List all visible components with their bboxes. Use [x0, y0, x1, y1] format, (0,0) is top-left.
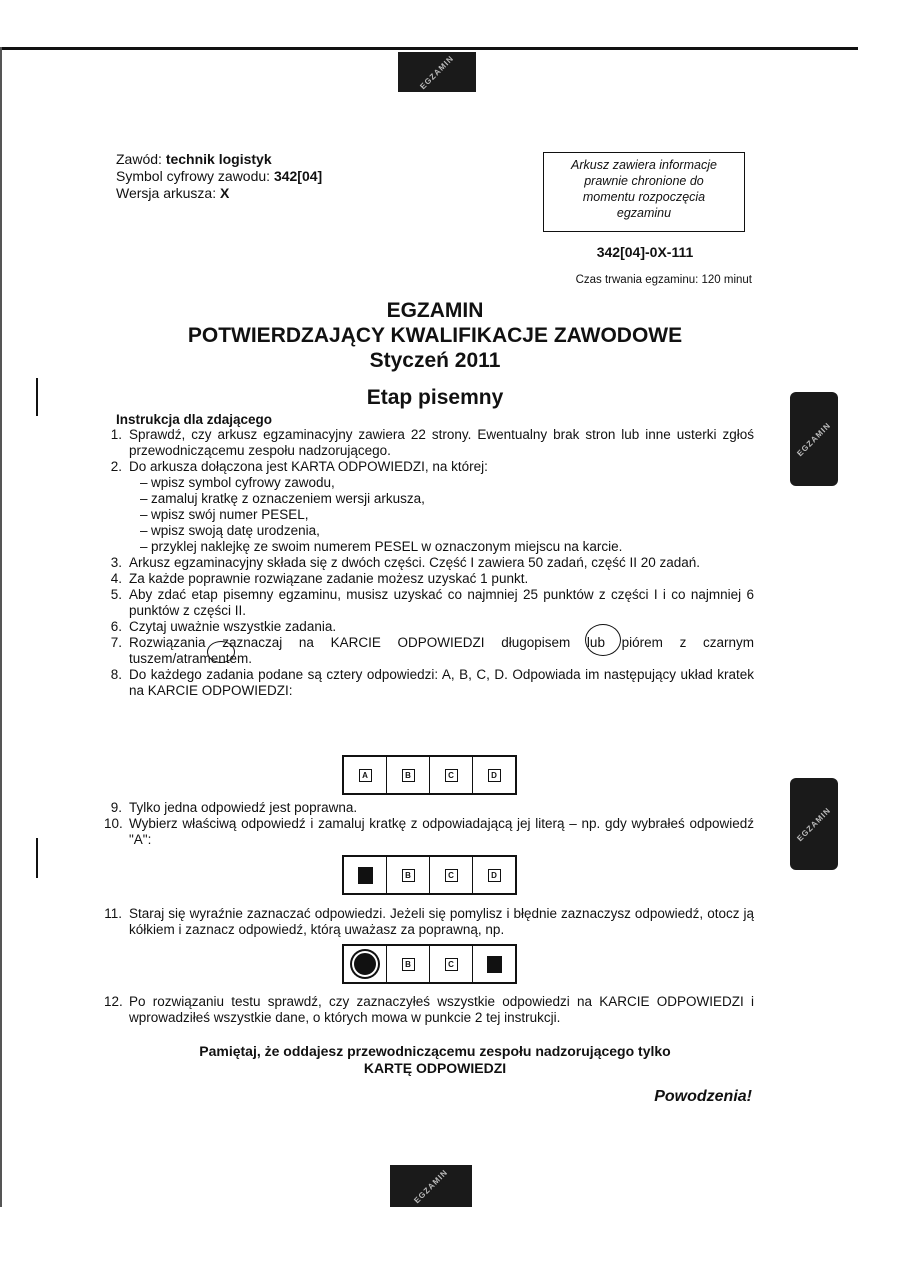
- answer-box-filled: [487, 956, 502, 973]
- instructions-list: [104, 427, 754, 699]
- answer-cell: [472, 857, 515, 893]
- sub-list: [129, 475, 754, 555]
- list-item: 4. Za każde poprawnie rozwiązane zadanie możesz uzyskać 1 punkt.: [110, 571, 529, 586]
- answer-cell: [429, 857, 472, 893]
- sub-list-item: – wpisz swój numer PESEL,: [140, 507, 309, 522]
- final-reminder-line: KARTĘ ODPOWIEDZI: [363, 1060, 507, 1076]
- answer-box-d: D: [488, 869, 501, 882]
- sheet-code: 342[04]-0X-111: [596, 244, 694, 260]
- list-item: 1. Sprawdź, czy arkusz egzaminacyjny zawiera 22 strony. Ewentualny brak stron lub inne usterki zgłoś przewodniczącemu zespołu nadzorującego.: [110, 427, 754, 458]
- final-reminder-line: Pamiętaj, że oddajesz przewodniczącemu zespołu nadzorującego tylko: [199, 1043, 671, 1059]
- list-item: 8. Do każdego zadania podane są cztery odpowiedzi: A, B, C, D. Odpowiada im następujący układ kratek na KARCIE ODPOWIEDZI:: [110, 667, 754, 698]
- exam-stamp-top: EGZAMIN: [398, 52, 476, 92]
- symbol-line: Symbol cyfrowy zawodu: 342[04]: [116, 168, 323, 184]
- version-line: Wersja arkusza: X: [116, 185, 230, 201]
- list-item: 10. Wybierz właściwą odpowiedź i zamaluj kratkę z odpowiadającą jej literą – np. gdy wybrałeś odpowiedź "A":: [104, 816, 754, 847]
- answer-cell: [429, 946, 472, 982]
- answer-box-a: A: [359, 769, 372, 782]
- answer-boxes-marked-example: [342, 855, 517, 895]
- list-item: 11. Staraj się wyraźnie zaznaczać odpowiedzi. Jeżeli się pomylisz i błędnie zaznaczysz odpowiedź, otocz ją kółkiem i zaznacz odpowiedź, którą uważasz za poprawną, np.: [104, 906, 754, 937]
- list-item: 6. Czytaj uważnie wszystkie zadania.: [110, 619, 337, 634]
- sub-list-item: – wpisz symbol cyfrowy zawodu,: [140, 475, 335, 490]
- notice-line: Arkusz zawiera informacje: [571, 158, 717, 172]
- sub-list-item: – przyklej naklejkę ze swoim numerem PESEL w oznaczonym miejscu na karcie.: [140, 539, 623, 554]
- answer-cell: [472, 946, 515, 982]
- list-item: 5. Aby zdać etap pisemny egzaminu, musisz uzyskać co najmniej 25 punktów z części I i co najmniej 6 punktów z części II.: [110, 587, 754, 618]
- notice-line: momentu rozpoczęcia: [582, 190, 706, 204]
- list-item: 7. Rozwiązania zaznaczaj na KARCIE ODPOWIEDZI długopisem lub piórem z czarnym tuszem/atramentem.: [110, 635, 754, 666]
- margin-mark: [36, 378, 38, 416]
- exam-duration: Czas trwania egzaminu: 120 minut: [575, 274, 752, 286]
- sub-list-item: – zamaluj kratkę z oznaczeniem wersji arkusza,: [140, 491, 425, 506]
- handwritten-circle: [207, 641, 235, 663]
- title-date: Styczeń 2011: [369, 349, 501, 372]
- answer-box-c: C: [445, 958, 458, 971]
- answer-box-b: B: [402, 958, 415, 971]
- exam-stamp-bottom: EGZAMIN: [390, 1165, 472, 1207]
- list-item: 12. Po rozwiązaniu testu sprawdź, czy zaznaczyłeś wszystkie odpowiedzi na KARCIE ODPOWIEDZI i wprowadziłeś wszystkie dane, o których mowa w punkcie 2 tej instrukcji.: [104, 994, 754, 1025]
- notice-line: prawnie chronione do: [584, 174, 704, 188]
- confidential-notice: [543, 152, 745, 232]
- profession-line: Zawód: technik logistyk: [116, 151, 272, 167]
- answer-cell: [386, 946, 429, 982]
- answer-cell: [386, 857, 429, 893]
- title-qualification: POTWIERDZAJĄCY KWALIFIKACJE ZAWODOWE: [187, 324, 683, 347]
- answer-cell: [429, 757, 472, 793]
- answer-boxes-corrected-example: [342, 944, 517, 984]
- margin-mark: [36, 838, 38, 878]
- answer-box-c: C: [445, 869, 458, 882]
- list-item: 2. Do arkusza dołączona jest KARTA ODPOWIEDZI, na której: – wpisz symbol cyfrowy zawodu, – zamaluj kratkę z oznaczeniem wersji arkusza, – wpisz swój numer PESEL, – wpisz swoją datę urodzenia, – przyklej naklejkę ze swoim numerem PESEL w oznaczonym miejscu na karcie.: [104, 459, 754, 555]
- good-luck: Powodzenia!: [654, 1088, 752, 1105]
- answer-box-b: B: [402, 869, 415, 882]
- answer-box-filled: [358, 867, 373, 884]
- exam-stamp-side: EGZAMIN: [790, 778, 838, 870]
- instructions-heading: Instrukcja dla zdającego: [116, 412, 273, 427]
- answer-cell: [344, 857, 386, 893]
- answer-cell: [386, 757, 429, 793]
- answer-box-b: B: [402, 769, 415, 782]
- answer-box-c: C: [445, 769, 458, 782]
- final-reminder: [116, 1043, 754, 1077]
- answer-boxes-example: [342, 755, 517, 795]
- title-stage: Etap pisemny: [366, 386, 504, 409]
- answer-box-d: D: [488, 769, 501, 782]
- left-border-line: [0, 47, 2, 1207]
- handwritten-circle: [585, 624, 621, 656]
- list-item: 3. Arkusz egzaminacyjny składa się z dwóch części. Część I zawiera 50 zadań, część II 20 zadań.: [110, 555, 701, 570]
- top-border-line: [0, 47, 858, 50]
- notice-line: egzaminu: [616, 206, 672, 220]
- answer-cell: [344, 946, 386, 982]
- answer-cell: [472, 757, 515, 793]
- list-item: 9. Tylko jedna odpowiedź jest poprawna.: [110, 800, 358, 815]
- exam-stamp-side: EGZAMIN: [790, 392, 838, 486]
- title-exam: EGZAMIN: [386, 299, 484, 322]
- answer-box-circled: [354, 953, 376, 975]
- exam-meta: [116, 151, 322, 202]
- sub-list-item: – wpisz swoją datę urodzenia,: [140, 523, 320, 538]
- answer-cell: [344, 757, 386, 793]
